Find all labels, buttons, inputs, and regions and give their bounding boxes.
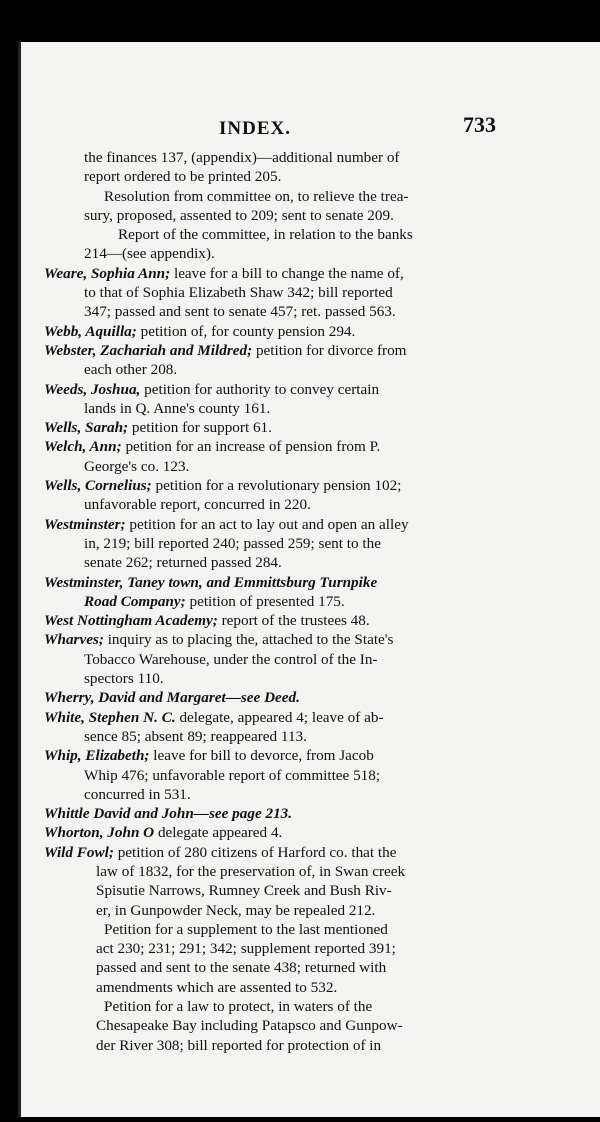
entry-text: Petition for a law to protect, in waters of the <box>104 998 373 1016</box>
entry-name: Welch, Ann; <box>44 438 122 456</box>
entry-text: Resolution from committee on, to relieve the trea- <box>104 187 409 205</box>
index-line <box>44 1016 542 1035</box>
index-line <box>44 225 542 244</box>
entry-text: er, in Gunpowder Neck, may be repealed 212. <box>96 901 376 919</box>
page-title: INDEX. <box>219 118 291 139</box>
entry-text: delegate appeared 4. <box>154 824 283 842</box>
index-line <box>44 476 542 495</box>
index-line <box>44 688 542 707</box>
page-header <box>21 112 600 142</box>
entry-text: Spisutie Narrows, Rumney Creek and Bush Riv- <box>96 882 392 900</box>
index-line <box>44 823 542 842</box>
index-line <box>44 244 542 263</box>
index-line <box>44 650 542 669</box>
entry-name: Weeds, Joshua, <box>44 380 141 398</box>
index-line <box>44 264 542 283</box>
index-line <box>44 862 542 881</box>
entry-text: the finances 137, (appendix)—additional number of <box>84 149 400 166</box>
entry-text: Petition for a supplement to the last mentioned <box>104 920 388 938</box>
index-line <box>44 881 542 900</box>
index-line <box>44 283 542 302</box>
index-entries <box>44 148 542 1055</box>
entry-text: petition for a revolutionary pension 102; <box>151 477 402 495</box>
entry-name: Westminster; <box>44 515 126 533</box>
entry-text: Chesapeake Bay including Patapsco and Gunpow- <box>96 1017 403 1035</box>
entry-text: each other 208. <box>84 361 178 379</box>
entry-text: report of the trustees 48. <box>217 612 370 630</box>
entry-text: concurred in 531. <box>84 785 191 803</box>
index-line <box>44 978 542 997</box>
index-line <box>44 901 542 920</box>
page-number: 733 <box>463 112 496 137</box>
entry-text: leave for a bill to change the name of, <box>170 264 404 282</box>
index-line <box>44 360 542 379</box>
index-line <box>44 939 542 958</box>
entry-text: petition for divorce from <box>252 341 407 359</box>
entry-text: sury, proposed, assented to 209; sent to senate 209. <box>84 206 394 224</box>
index-line <box>44 399 542 418</box>
entry-name: White, Stephen N. C. <box>44 708 176 726</box>
index-line <box>44 1036 542 1055</box>
entry-text: amendments which are assented to 532. <box>96 978 338 996</box>
entry-name: Weare, Sophia Ann; <box>44 264 171 282</box>
index-line <box>44 727 542 746</box>
entry-text: petition of presented 175. <box>185 592 345 610</box>
entry-name: Wells, Sarah; <box>44 419 129 437</box>
index-line <box>44 630 542 649</box>
entry-text: passed and sent to the senate 438; returned with <box>96 959 387 977</box>
entry-name: West Nottingham Academy; <box>44 612 218 630</box>
entry-name: Road Company; <box>84 592 186 610</box>
entry-name: Wells, Cornelius; <box>44 477 152 495</box>
index-line <box>44 708 542 727</box>
index-line <box>44 322 542 341</box>
entry-text: petition for an act to lay out and open an alley <box>125 515 409 533</box>
entry-text: Report of the committee, in relation to the banks <box>118 226 413 244</box>
index-line <box>44 187 542 206</box>
index-line <box>44 611 542 630</box>
entry-text: Tobacco Warehouse, under the control of the In- <box>84 650 378 668</box>
entry-text: 347; passed and sent to senate 457; ret. passed 563. <box>84 303 396 321</box>
entry-text: Whip 476; unfavorable report of committee 518; <box>84 766 381 784</box>
index-line <box>44 534 542 553</box>
index-line <box>44 573 542 592</box>
entry-text: George's co. 123. <box>84 457 190 475</box>
entry-text: spectors 110. <box>84 670 164 688</box>
entry-text: inquiry as to placing the, attached to the State's <box>103 631 394 649</box>
entry-text: unfavorable report, concurred in 220. <box>84 496 311 514</box>
index-line <box>44 920 542 939</box>
index-line <box>44 206 542 225</box>
index-line <box>44 553 542 572</box>
index-line <box>44 804 542 823</box>
index-line <box>44 148 542 167</box>
index-line <box>44 515 542 534</box>
index-line <box>44 302 542 321</box>
index-line <box>44 746 542 765</box>
entry-name: Wharves; <box>44 631 104 649</box>
entry-name: Webster, Zachariah and Mildred; <box>44 341 253 359</box>
entry-text: 214—(see appendix). <box>84 245 215 263</box>
entry-text: in, 219; bill reported 240; passed 259; sent to the <box>84 534 381 552</box>
index-line <box>44 495 542 514</box>
entry-text: senate 262; returned passed 284. <box>84 554 282 572</box>
entry-name: Whittle David and John—see page 213. <box>44 805 293 823</box>
index-line <box>44 843 542 862</box>
index-line <box>44 457 542 476</box>
entry-name: Westminster, Taney town, and Emmittsburg Turnpike <box>44 573 378 591</box>
index-line <box>44 669 542 688</box>
entry-text: petition for support 61. <box>128 419 272 437</box>
index-line <box>44 167 542 186</box>
index-line <box>44 341 542 360</box>
index-line <box>44 785 542 804</box>
index-line <box>44 997 542 1016</box>
entry-text: petition of, for county pension 294. <box>136 322 356 340</box>
entry-name: Wherry, David and Margaret—see Deed. <box>44 689 300 707</box>
entry-name: Wild Fowl; <box>44 843 114 861</box>
entry-name: Whip, Elizabeth; <box>44 747 150 765</box>
entry-text: law of 1832, for the preservation of, in Swan creek <box>96 862 406 880</box>
entry-text: leave for bill to devorce, from Jacob <box>149 747 374 765</box>
entry-name: Whorton, John O <box>44 824 155 842</box>
entry-text: lands in Q. Anne's county 161. <box>84 399 271 417</box>
entry-text: petition for an increase of pension from P. <box>121 438 381 456</box>
entry-text: sence 85; absent 89; reappeared 113. <box>84 727 307 745</box>
entry-text: act 230; 231; 291; 342; supplement reported 391; <box>96 940 396 958</box>
entry-text: der River 308; bill reported for protection of in <box>96 1036 382 1054</box>
index-line <box>44 418 542 437</box>
entry-text: petition for authority to convey certain <box>140 380 380 398</box>
index-line <box>44 380 542 399</box>
index-line <box>44 958 542 977</box>
index-line <box>44 592 542 611</box>
index-line <box>44 437 542 456</box>
index-line <box>44 766 542 785</box>
entry-text: delegate, appeared 4; leave of ab- <box>175 708 384 726</box>
entry-text: to that of Sophia Elizabeth Shaw 342; bill reported <box>84 284 393 302</box>
entry-name: Webb, Aquilla; <box>44 322 137 340</box>
entry-text: petition of 280 citizens of Harford co. that the <box>113 843 397 861</box>
entry-text: report ordered to be printed 205. <box>84 168 282 186</box>
